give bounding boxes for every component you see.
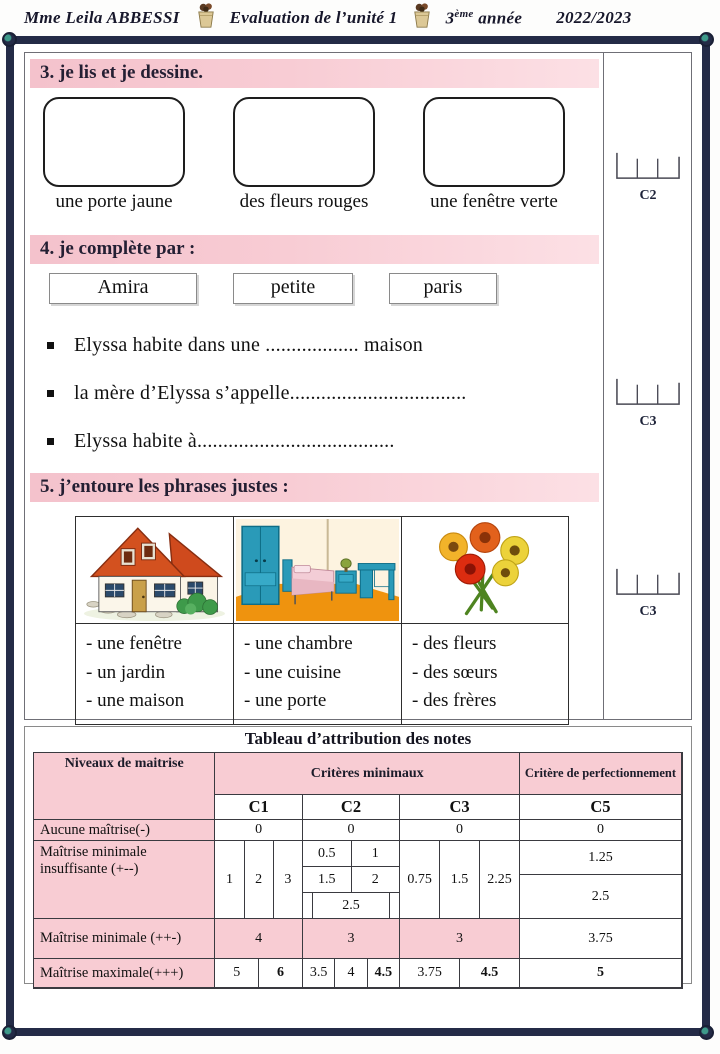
bullet-square-icon — [47, 390, 54, 397]
score-cell-group — [215, 959, 302, 988]
fill-in-sentences — [47, 334, 603, 453]
choice-word[interactable]: - une fenêtre — [86, 633, 182, 654]
score-cell: 0 — [520, 820, 682, 841]
score-cell: 0.5 — [303, 841, 352, 866]
score-cell: 1.5 — [303, 867, 352, 892]
section5-title: 5. j’entoure les phrases justes : — [30, 473, 599, 502]
mark-label: C3 — [639, 414, 657, 429]
pencil-cup-icon — [410, 2, 434, 34]
bouquet-image — [402, 517, 569, 624]
choice-word[interactable]: - un jardin — [86, 661, 166, 683]
choice-word-list — [402, 624, 569, 725]
header-criteres-minimaux: Critères minimaux — [215, 753, 520, 795]
header-critere-perfectionnement: Critère de perfectionnement — [520, 753, 682, 795]
bullet-square-icon — [47, 342, 54, 349]
score-cell: 1.5 — [440, 841, 480, 918]
evaluation-title: Evaluation de l’unité 1 — [229, 8, 398, 27]
criteria-mark-c2 — [614, 149, 682, 204]
notes-table-title: Tableau d’attribution des notes — [244, 729, 472, 748]
score-cell: 4 — [215, 919, 302, 959]
score-cell: 3.75 — [400, 959, 460, 987]
score-cell: 3 — [400, 919, 520, 959]
corner-pin-icon — [2, 1025, 17, 1040]
score-cell-group — [520, 841, 682, 919]
choice-word[interactable]: - des sœurs — [412, 661, 498, 683]
score-cell: 0 — [215, 820, 302, 841]
sentence-text: Elyssa habite dans une .................. maison — [74, 334, 423, 356]
teacher-name: Mme Leila ABBESSI — [24, 8, 180, 27]
worksheet-frame — [6, 36, 710, 1036]
word-bank — [49, 273, 603, 304]
score-cell-group — [303, 841, 400, 919]
score-cell: 0 — [303, 820, 400, 841]
choice-word[interactable]: - une chambre — [244, 633, 353, 654]
choice-word[interactable]: - des frères — [412, 690, 497, 711]
grade-level: 3ème année — [445, 7, 523, 28]
drawing-box-porte-jaune[interactable] — [43, 97, 185, 187]
score-cell: 3 — [303, 919, 400, 959]
sentence-line[interactable] — [47, 382, 603, 405]
sentence-line[interactable] — [47, 430, 603, 453]
corner-pin-icon — [699, 32, 714, 47]
score-cell: 3 — [284, 871, 292, 887]
score-cell: 2 — [245, 841, 274, 918]
score-cell-group — [215, 841, 302, 919]
header-niveaux: Niveaux de maitrise — [34, 753, 215, 820]
drawing-box-fleurs-rouges[interactable] — [233, 97, 375, 187]
corner-pin-icon — [699, 1025, 714, 1040]
section3-title: 3. je lis et je dessine. — [30, 59, 599, 88]
score-cell: 4.5 — [374, 965, 393, 980]
score-comb-icon — [615, 149, 681, 182]
score-comb-icon — [615, 565, 681, 598]
score-cell: 0.75 — [400, 841, 440, 918]
score-cell-group — [303, 959, 400, 988]
page-header — [0, 0, 720, 36]
score-comb-icon — [615, 375, 681, 408]
corner-pin-icon — [2, 32, 17, 47]
sentence-text: Elyssa habite à...................................... — [74, 430, 395, 452]
section3-labels — [25, 191, 603, 213]
word-bank-item: Amira — [49, 273, 197, 304]
criteria-mark-c3 — [614, 375, 682, 430]
row-label: Maîtrise minimale (++-) — [34, 919, 215, 959]
score-cell: 2.5 — [591, 888, 610, 904]
draw-label: une porte jaune — [55, 191, 173, 212]
header-c5: C5 — [520, 795, 682, 820]
score-cell: 2.5 — [312, 893, 391, 918]
bedroom-image — [234, 517, 402, 624]
pencil-cup-icon — [194, 2, 218, 34]
row-label: Maîtrise maximale(+++) — [34, 959, 215, 988]
draw-label: des fleurs rouges — [239, 191, 369, 212]
word-bank-item: petite — [233, 273, 353, 304]
sentence-text: la mère d’Elyssa s’appelle.................................. — [74, 382, 467, 404]
sentence-line[interactable] — [47, 334, 603, 357]
school-year: 2022/2023 — [556, 8, 632, 27]
choice-word[interactable]: - une maison — [86, 690, 185, 711]
choice-word-list — [76, 624, 234, 725]
drawing-box-fenetre-verte[interactable] — [423, 97, 565, 187]
draw-label: une fenêtre verte — [430, 191, 558, 212]
mark-label: C3 — [639, 604, 657, 619]
choice-word[interactable]: - une cuisine — [244, 661, 342, 683]
score-cell-group — [400, 841, 520, 919]
choice-word-list — [234, 624, 402, 725]
exercise-main-column — [25, 53, 603, 719]
score-cell: 0 — [400, 820, 520, 841]
score-cell: 1 — [371, 845, 379, 861]
notes-table — [33, 752, 683, 989]
score-cell: 4 — [335, 959, 367, 987]
section3-draw-row — [25, 88, 603, 187]
section4-title: 4. je complète par : — [30, 235, 599, 264]
bullet-square-icon — [47, 438, 54, 445]
score-cell-group — [400, 959, 520, 988]
choice-word[interactable]: - des fleurs — [412, 633, 497, 654]
score-cell: 5 — [520, 959, 682, 988]
notes-panel — [24, 726, 692, 984]
score-cell: 1 — [215, 841, 244, 918]
row-label: Maîtrise minimale insuffisante (+--) — [34, 841, 215, 919]
score-cell: 3.75 — [520, 919, 682, 959]
header-c3: C3 — [400, 795, 520, 820]
choice-word[interactable]: - une porte — [244, 690, 327, 711]
score-cell: 5 — [215, 959, 259, 987]
row-label: Aucune maîtrise(-) — [34, 820, 215, 841]
score-cell: 3.5 — [303, 959, 335, 987]
score-cell: 6 — [277, 965, 285, 980]
exercise-panel — [24, 52, 692, 720]
score-cell: 4.5 — [480, 965, 499, 980]
header-c1: C1 — [215, 795, 302, 820]
score-cell: 1.25 — [520, 841, 681, 875]
house-image — [76, 517, 234, 624]
choice-table — [75, 516, 569, 725]
score-cell: 2 — [371, 871, 379, 887]
word-bank-item: paris — [389, 273, 497, 304]
header-c2: C2 — [303, 795, 400, 820]
score-cell: 2.25 — [487, 871, 512, 887]
criteria-mark-c3 — [614, 565, 682, 620]
mark-label: C2 — [639, 188, 657, 203]
marks-margin-column — [603, 53, 691, 719]
